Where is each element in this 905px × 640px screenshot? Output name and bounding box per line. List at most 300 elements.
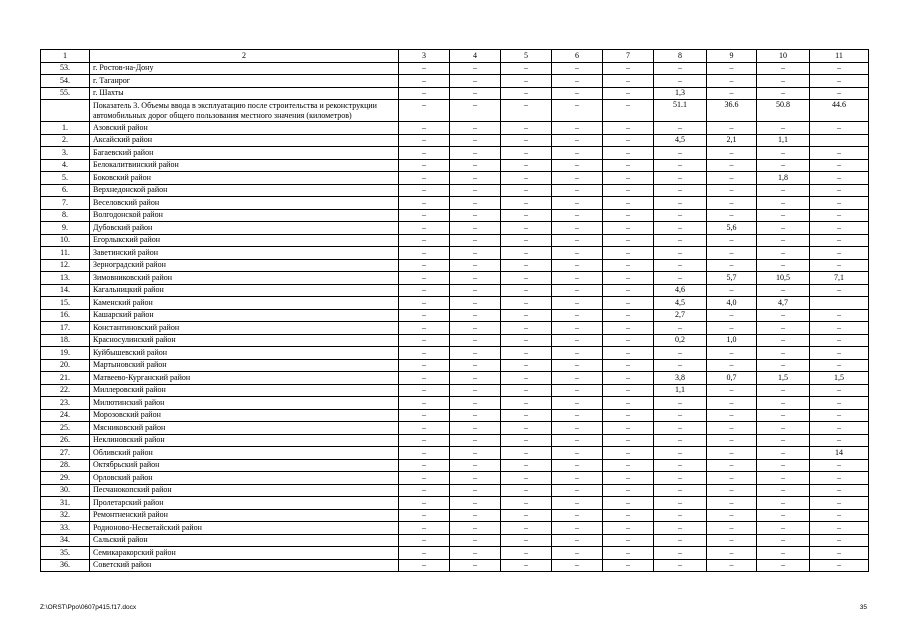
value-cell: – [552, 347, 603, 360]
value-cell: – [603, 472, 654, 485]
value-cell: – [757, 334, 810, 347]
value-cell: – [810, 459, 869, 472]
value-cell: – [552, 234, 603, 247]
value-cell: – [810, 234, 869, 247]
value-cell: – [450, 184, 501, 197]
value-cell: – [501, 384, 552, 397]
value-cell: – [399, 309, 450, 322]
value-cell: – [810, 247, 869, 260]
value-cell: 4,5 [654, 134, 707, 147]
value-cell: – [654, 484, 707, 497]
value-cell: 51.1 [654, 100, 707, 122]
value-cell: – [707, 534, 757, 547]
value-cell: – [552, 484, 603, 497]
row-name: Волгодонской район [90, 209, 399, 222]
value-cell: 1,3 [654, 87, 707, 100]
table-header-row [41, 50, 869, 63]
value-cell: – [552, 122, 603, 135]
value-cell: – [399, 322, 450, 335]
row-name: Ремонтненский район [90, 509, 399, 522]
value-cell: – [810, 484, 869, 497]
value-cell: – [810, 559, 869, 572]
row-number: 11. [41, 247, 90, 260]
value-cell: – [603, 497, 654, 510]
value-cell: – [707, 234, 757, 247]
value-cell: – [450, 197, 501, 210]
row-number: 54. [41, 75, 90, 88]
row-number: 1. [41, 122, 90, 135]
value-cell: – [552, 247, 603, 260]
row-number: 25. [41, 422, 90, 435]
value-cell: – [654, 409, 707, 422]
value-cell: – [399, 447, 450, 460]
row-number: 36. [41, 559, 90, 572]
value-cell: – [707, 62, 757, 75]
row-name: Белокалитвинский район [90, 159, 399, 172]
value-cell: – [501, 172, 552, 185]
value-cell: – [399, 372, 450, 385]
table-row [41, 359, 869, 372]
table-row [41, 334, 869, 347]
value-cell: – [654, 472, 707, 485]
table-row [41, 459, 869, 472]
value-cell: – [501, 259, 552, 272]
value-cell: – [552, 447, 603, 460]
value-cell: – [810, 422, 869, 435]
row-name: Песчанокопский район [90, 484, 399, 497]
value-cell: – [399, 497, 450, 510]
value-cell: – [552, 134, 603, 147]
value-cell: – [501, 497, 552, 510]
value-cell: – [757, 247, 810, 260]
value-cell: – [603, 359, 654, 372]
value-cell: – [450, 509, 501, 522]
value-cell: – [603, 87, 654, 100]
table-row [41, 397, 869, 410]
value-cell: – [450, 172, 501, 185]
value-cell: – [603, 509, 654, 522]
value-cell: – [501, 334, 552, 347]
table-row [41, 297, 869, 310]
value-cell: – [757, 62, 810, 75]
value-cell: – [757, 184, 810, 197]
row-name: Миллеровский район [90, 384, 399, 397]
column-header: 5 [501, 50, 552, 63]
row-name: Егорлыкский район [90, 234, 399, 247]
value-cell: – [603, 209, 654, 222]
value-cell: – [399, 134, 450, 147]
value-cell: – [757, 534, 810, 547]
value-cell: 4,6 [654, 284, 707, 297]
value-cell: – [810, 359, 869, 372]
value-cell: – [757, 309, 810, 322]
value-cell: – [552, 197, 603, 210]
row-name: Показатель 3. Объемы ввода в эксплуатацию после строительства и реконструкции автомобильных дорог общего пользования местного значения (километров) [90, 100, 399, 122]
row-name: Матвеево-Курганский район [90, 372, 399, 385]
value-cell: – [810, 147, 869, 160]
value-cell: – [501, 359, 552, 372]
row-number: 28. [41, 459, 90, 472]
value-cell: – [810, 197, 869, 210]
value-cell: – [501, 397, 552, 410]
value-cell: – [707, 459, 757, 472]
value-cell: – [501, 297, 552, 310]
value-cell: – [501, 309, 552, 322]
value-cell: – [810, 472, 869, 485]
value-cell: – [707, 434, 757, 447]
value-cell: – [603, 122, 654, 135]
value-cell: – [603, 234, 654, 247]
value-cell: – [654, 234, 707, 247]
row-name: Советский район [90, 559, 399, 572]
row-name: Мартыновский район [90, 359, 399, 372]
value-cell: – [450, 484, 501, 497]
value-cell: – [707, 347, 757, 360]
value-cell: – [603, 172, 654, 185]
value-cell: – [707, 422, 757, 435]
table-row [41, 172, 869, 185]
row-name: Веселовский район [90, 197, 399, 210]
value-cell: – [757, 384, 810, 397]
value-cell [810, 297, 869, 310]
table-row [41, 534, 869, 547]
value-cell: – [552, 272, 603, 285]
table-row [41, 247, 869, 260]
row-name: Боковский район [90, 172, 399, 185]
row-name: Зимовниковский район [90, 272, 399, 285]
row-number: 34. [41, 534, 90, 547]
row-name: Неклиновский район [90, 434, 399, 447]
value-cell: – [399, 559, 450, 572]
row-name: Милютинский район [90, 397, 399, 410]
table-row [41, 509, 869, 522]
value-cell: – [707, 87, 757, 100]
value-cell: – [810, 334, 869, 347]
value-cell: – [501, 559, 552, 572]
row-number: 13. [41, 272, 90, 285]
value-cell [810, 134, 869, 147]
value-cell: – [810, 309, 869, 322]
row-number: 29. [41, 472, 90, 485]
value-cell: – [450, 522, 501, 535]
value-cell: – [654, 247, 707, 260]
value-cell: – [501, 62, 552, 75]
value-cell: – [552, 372, 603, 385]
value-cell: – [450, 397, 501, 410]
row-name: Семикаракорский район [90, 547, 399, 560]
value-cell: – [552, 359, 603, 372]
value-cell: 2,1 [707, 134, 757, 147]
value-cell: – [707, 309, 757, 322]
value-cell: – [399, 172, 450, 185]
value-cell: – [603, 409, 654, 422]
value-cell: – [603, 397, 654, 410]
value-cell: – [810, 209, 869, 222]
value-cell: – [552, 334, 603, 347]
value-cell: – [450, 547, 501, 560]
row-name: Азовский район [90, 122, 399, 135]
value-cell: – [552, 309, 603, 322]
row-name: Кагальницкий район [90, 284, 399, 297]
value-cell: – [399, 100, 450, 122]
value-cell: – [450, 75, 501, 88]
value-cell: – [450, 322, 501, 335]
value-cell: – [399, 259, 450, 272]
row-number: 55. [41, 87, 90, 100]
row-name: Багаевский район [90, 147, 399, 160]
value-cell: – [707, 284, 757, 297]
value-cell: – [501, 547, 552, 560]
value-cell: – [552, 522, 603, 535]
value-cell: – [399, 384, 450, 397]
row-number: 26. [41, 434, 90, 447]
row-number: 16. [41, 309, 90, 322]
row-number: 2. [41, 134, 90, 147]
table-row [41, 100, 869, 122]
value-cell: – [603, 75, 654, 88]
value-cell: – [552, 297, 603, 310]
value-cell: – [501, 87, 552, 100]
value-cell: – [501, 134, 552, 147]
value-cell: – [757, 497, 810, 510]
value-cell: – [810, 534, 869, 547]
value-cell: – [810, 509, 869, 522]
value-cell: 14 [810, 447, 869, 460]
table-row [41, 222, 869, 235]
value-cell: – [399, 234, 450, 247]
column-header: 11 [810, 50, 869, 63]
value-cell: 4,5 [654, 297, 707, 310]
value-cell: – [810, 434, 869, 447]
value-cell: – [810, 87, 869, 100]
value-cell: – [501, 484, 552, 497]
column-header: 1 [41, 50, 90, 63]
row-number: 20. [41, 359, 90, 372]
value-cell: – [552, 497, 603, 510]
value-cell: – [552, 459, 603, 472]
table-row [41, 447, 869, 460]
value-cell: – [501, 509, 552, 522]
value-cell: – [552, 87, 603, 100]
row-name: г. Таганрог [90, 75, 399, 88]
value-cell: – [707, 172, 757, 185]
value-cell: – [810, 172, 869, 185]
table-row [41, 159, 869, 172]
value-cell: – [552, 62, 603, 75]
value-cell: – [501, 122, 552, 135]
value-cell: – [501, 159, 552, 172]
value-cell: 1,1 [654, 384, 707, 397]
row-number: 10. [41, 234, 90, 247]
value-cell: – [707, 409, 757, 422]
value-cell: – [399, 159, 450, 172]
value-cell: – [757, 484, 810, 497]
value-cell: 1,5 [757, 372, 810, 385]
row-name: Обливский район [90, 447, 399, 460]
value-cell: – [654, 559, 707, 572]
value-cell: – [552, 547, 603, 560]
value-cell: – [603, 459, 654, 472]
value-cell: – [552, 284, 603, 297]
value-cell: – [757, 284, 810, 297]
value-cell: – [399, 409, 450, 422]
row-name: Заветинский район [90, 247, 399, 260]
value-cell: – [501, 147, 552, 160]
value-cell: – [450, 247, 501, 260]
value-cell: – [501, 447, 552, 460]
value-cell: – [501, 272, 552, 285]
value-cell: 5,7 [707, 272, 757, 285]
value-cell: – [757, 75, 810, 88]
value-cell: – [757, 459, 810, 472]
value-cell: – [552, 209, 603, 222]
value-cell: – [603, 434, 654, 447]
table-row [41, 284, 869, 297]
value-cell: – [552, 322, 603, 335]
row-name: Орловский район [90, 472, 399, 485]
value-cell: – [450, 497, 501, 510]
value-cell: – [654, 397, 707, 410]
value-cell: – [757, 259, 810, 272]
table-row [41, 75, 869, 88]
value-cell: – [654, 347, 707, 360]
column-header: 10 [757, 50, 810, 63]
value-cell: – [654, 222, 707, 235]
value-cell: – [654, 159, 707, 172]
value-cell: – [399, 359, 450, 372]
row-number: 32. [41, 509, 90, 522]
value-cell: – [603, 134, 654, 147]
value-cell: – [552, 422, 603, 435]
value-cell: – [450, 284, 501, 297]
row-number: 24. [41, 409, 90, 422]
row-name: Морозовский район [90, 409, 399, 422]
value-cell: – [450, 234, 501, 247]
value-cell: – [450, 147, 501, 160]
table-row [41, 384, 869, 397]
value-cell: – [603, 384, 654, 397]
value-cell: – [399, 459, 450, 472]
value-cell: – [399, 272, 450, 285]
value-cell: – [501, 322, 552, 335]
value-cell: – [654, 122, 707, 135]
value-cell: – [450, 134, 501, 147]
table-row [41, 484, 869, 497]
value-cell: 44.6 [810, 100, 869, 122]
value-cell: – [399, 509, 450, 522]
value-cell: 2,7 [654, 309, 707, 322]
value-cell: 1,0 [707, 334, 757, 347]
value-cell: – [603, 272, 654, 285]
row-name: Сальский район [90, 534, 399, 547]
value-cell: – [757, 422, 810, 435]
value-cell: – [707, 247, 757, 260]
table-row [41, 209, 869, 222]
value-cell: – [654, 359, 707, 372]
value-cell: – [810, 384, 869, 397]
value-cell: – [399, 534, 450, 547]
row-name: Каменский район [90, 297, 399, 310]
row-number [41, 100, 90, 122]
value-cell: – [450, 434, 501, 447]
value-cell: – [552, 534, 603, 547]
table-row [41, 497, 869, 510]
value-cell: – [707, 447, 757, 460]
row-number: 31. [41, 497, 90, 510]
row-number: 53. [41, 62, 90, 75]
value-cell: – [810, 547, 869, 560]
value-cell: – [552, 472, 603, 485]
value-cell: – [552, 172, 603, 185]
value-cell: – [552, 159, 603, 172]
value-cell: – [501, 234, 552, 247]
value-cell: – [603, 372, 654, 385]
value-cell: – [757, 397, 810, 410]
table-row [41, 184, 869, 197]
value-cell: – [603, 447, 654, 460]
row-name: Константиновский район [90, 322, 399, 335]
value-cell: – [399, 472, 450, 485]
value-cell: – [399, 184, 450, 197]
value-cell: – [399, 397, 450, 410]
value-cell: – [552, 75, 603, 88]
value-cell: – [552, 100, 603, 122]
value-cell: – [501, 434, 552, 447]
value-cell: – [552, 259, 603, 272]
footer-file-path: Z:\ORST\Ppo\0607p415.f17.docx [40, 604, 137, 611]
value-cell: 1,1 [757, 134, 810, 147]
value-cell: – [707, 147, 757, 160]
value-cell: – [399, 297, 450, 310]
footer-page-number: 35 [859, 604, 867, 611]
row-number: 21. [41, 372, 90, 385]
value-cell: – [810, 322, 869, 335]
value-cell: – [603, 522, 654, 535]
value-cell: – [501, 184, 552, 197]
data-table [40, 49, 869, 572]
value-cell: – [654, 497, 707, 510]
value-cell: – [501, 197, 552, 210]
value-cell: – [810, 122, 869, 135]
column-header: 8 [654, 50, 707, 63]
row-name: Октябрьский район [90, 459, 399, 472]
value-cell: – [757, 222, 810, 235]
value-cell: – [603, 559, 654, 572]
value-cell: – [707, 497, 757, 510]
value-cell: – [501, 459, 552, 472]
value-cell: – [757, 359, 810, 372]
value-cell: – [501, 100, 552, 122]
value-cell: – [399, 147, 450, 160]
value-cell: 36.6 [707, 100, 757, 122]
value-cell: – [603, 197, 654, 210]
value-cell: – [654, 184, 707, 197]
table-row [41, 147, 869, 160]
value-cell: – [654, 172, 707, 185]
value-cell: 5,6 [707, 222, 757, 235]
value-cell: – [450, 347, 501, 360]
value-cell: 3,8 [654, 372, 707, 385]
value-cell: – [707, 397, 757, 410]
value-cell: – [399, 422, 450, 435]
table-row [41, 372, 869, 385]
value-cell: – [654, 459, 707, 472]
value-cell: – [707, 159, 757, 172]
value-cell: – [707, 122, 757, 135]
value-cell: – [399, 284, 450, 297]
value-cell: – [810, 397, 869, 410]
value-cell: 7,1 [810, 272, 869, 285]
